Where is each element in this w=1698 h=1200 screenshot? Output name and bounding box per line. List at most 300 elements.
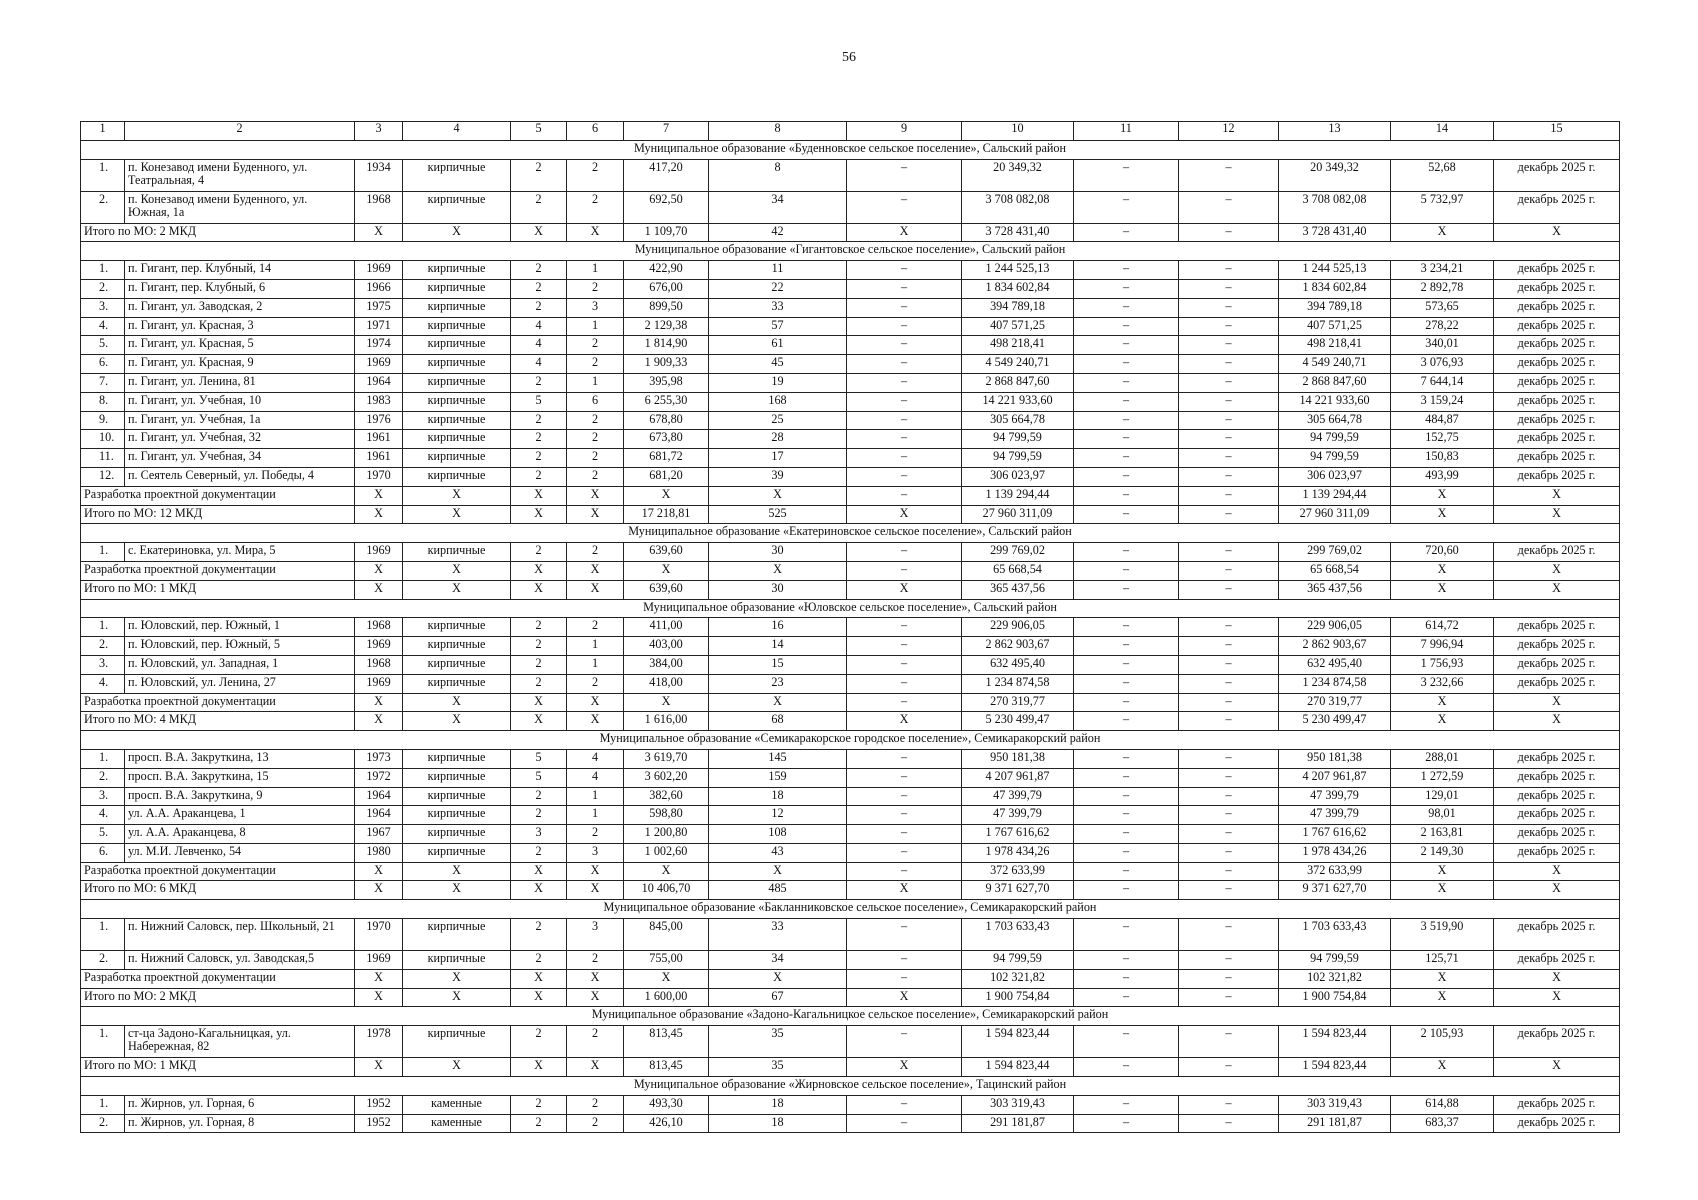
table-cell: 291 181,87 <box>1279 1114 1391 1133</box>
summary-cell: – <box>847 561 962 580</box>
table-cell: 3 <box>567 919 624 951</box>
table-cell: 33 <box>709 298 847 317</box>
municipality-group-row <box>81 731 1620 750</box>
table-cell: – <box>1074 919 1179 951</box>
table-cell: кирпичные <box>403 336 511 355</box>
table-cell: декабрь 2025 г. <box>1494 749 1620 768</box>
table-cell: 20 349,32 <box>1279 159 1391 191</box>
summary-cell: 1 616,00 <box>624 712 709 731</box>
summary-cell: – <box>847 969 962 988</box>
table-cell: – <box>1179 674 1279 693</box>
table-cell: 2 <box>511 467 567 486</box>
summary-cell: – <box>1179 969 1279 988</box>
table-cell: 394 789,18 <box>1279 298 1391 317</box>
summary-cell: X <box>511 862 567 881</box>
table-cell: 2 <box>511 637 567 656</box>
summary-cell: – <box>1179 1058 1279 1077</box>
table-cell: 52,68 <box>1391 159 1494 191</box>
table-cell: 2 868 847,60 <box>962 373 1074 392</box>
table-cell: 2 <box>567 355 624 374</box>
table-cell: 493,99 <box>1391 467 1494 486</box>
summary-cell: – <box>1074 712 1179 731</box>
building-address: п. Жирнов, ул. Горная, 6 <box>125 1095 355 1114</box>
summary-cell: – <box>1074 505 1179 524</box>
summary-cell: 102 321,82 <box>1279 969 1391 988</box>
table-cell: 61 <box>709 336 847 355</box>
table-cell: – <box>1179 618 1279 637</box>
summary-cell: X <box>567 580 624 599</box>
table-cell: декабрь 2025 г. <box>1494 1026 1620 1058</box>
column-header: 5 <box>511 122 567 141</box>
table-cell: 3 <box>567 298 624 317</box>
table-cell: 950 181,38 <box>1279 749 1391 768</box>
table-cell: 598,80 <box>624 806 709 825</box>
table-cell: – <box>847 843 962 862</box>
table-cell: 18 <box>709 787 847 806</box>
table-cell: – <box>847 543 962 562</box>
building-address: п. Сеятель Северный, ул. Победы, 4 <box>125 467 355 486</box>
table-cell: 2 <box>511 159 567 191</box>
table-cell: – <box>1179 355 1279 374</box>
table-cell: 417,20 <box>624 159 709 191</box>
summary-cell: – <box>1179 693 1279 712</box>
table-cell: декабрь 2025 г. <box>1494 655 1620 674</box>
table-cell: 299 769,02 <box>1279 543 1391 562</box>
building-address: п. Гигант, ул. Заводская, 2 <box>125 298 355 317</box>
summary-cell: X <box>709 561 847 580</box>
table-cell: 1969 <box>355 355 403 374</box>
table-cell: – <box>1179 843 1279 862</box>
table-cell: кирпичные <box>403 825 511 844</box>
table-cell: 2 <box>511 373 567 392</box>
row-number: 1. <box>81 618 125 637</box>
table-cell: – <box>1179 825 1279 844</box>
summary-cell: X <box>1391 693 1494 712</box>
summary-label: Разработка проектной документации <box>81 486 355 505</box>
table-cell: 384,00 <box>624 655 709 674</box>
building-row <box>81 392 1620 411</box>
municipality-group-row <box>81 140 1620 159</box>
table-cell: 2 <box>567 1114 624 1133</box>
building-address: п. Гигант, ул. Учебная, 34 <box>125 449 355 468</box>
table-cell: 1964 <box>355 373 403 392</box>
table-cell: 2 <box>567 159 624 191</box>
summary-label: Итого по МО: 2 МКД <box>81 223 355 242</box>
summary-cell: X <box>511 486 567 505</box>
summary-cell: X <box>624 693 709 712</box>
summary-cell: X <box>709 693 847 712</box>
table-cell: 407 571,25 <box>962 317 1074 336</box>
table-cell: 1969 <box>355 637 403 656</box>
summary-label: Итого по МО: 1 МКД <box>81 580 355 599</box>
building-address: просп. В.А. Закруткина, 13 <box>125 749 355 768</box>
summary-cell: X <box>511 693 567 712</box>
summary-label: Итого по МО: 12 МКД <box>81 505 355 524</box>
row-number: 6. <box>81 843 125 862</box>
table-cell: 1 <box>567 806 624 825</box>
municipality-title: Муниципальное образование «Задоно-Кагальницкое сельское поселение», Семикаракорский район <box>81 1007 1620 1026</box>
summary-cell: 17 218,81 <box>624 505 709 524</box>
table-cell: 1 594 823,44 <box>962 1026 1074 1058</box>
row-number: 10. <box>81 430 125 449</box>
summary-cell: – <box>1074 580 1179 599</box>
summary-cell: 365 437,56 <box>962 580 1074 599</box>
table-cell: 168 <box>709 392 847 411</box>
table-cell: – <box>847 336 962 355</box>
table-cell: – <box>1179 467 1279 486</box>
table-cell: декабрь 2025 г. <box>1494 449 1620 468</box>
table-cell: 5 <box>511 392 567 411</box>
table-cell: 11 <box>709 261 847 280</box>
row-number: 12. <box>81 467 125 486</box>
row-number: 1. <box>81 1095 125 1114</box>
table-cell: – <box>1179 1114 1279 1133</box>
table-cell: – <box>847 298 962 317</box>
housing-repair-table <box>80 121 1620 1133</box>
table-cell: 33 <box>709 919 847 951</box>
table-cell: – <box>1179 279 1279 298</box>
table-cell: – <box>1179 261 1279 280</box>
table-cell: 22 <box>709 279 847 298</box>
building-row <box>81 674 1620 693</box>
table-cell: – <box>1074 261 1179 280</box>
table-cell: 4 <box>567 768 624 787</box>
table-cell: 6 <box>567 392 624 411</box>
table-cell: 14 221 933,60 <box>962 392 1074 411</box>
table-cell: 306 023,97 <box>1279 467 1391 486</box>
summary-row <box>81 693 1620 712</box>
table-cell: 2 <box>511 1114 567 1133</box>
summary-cell: X <box>1391 862 1494 881</box>
table-cell: – <box>1074 768 1179 787</box>
table-cell: – <box>1074 951 1179 970</box>
summary-cell: – <box>1179 881 1279 900</box>
municipality-title: Муниципальное образование «Екатериновское сельское поселение», Сальский район <box>81 524 1620 543</box>
table-cell: 2 <box>511 951 567 970</box>
table-cell: 2 <box>511 919 567 951</box>
table-cell: – <box>847 1114 962 1133</box>
table-cell: кирпичные <box>403 261 511 280</box>
table-cell: 407 571,25 <box>1279 317 1391 336</box>
summary-row <box>81 862 1620 881</box>
summary-cell: 68 <box>709 712 847 731</box>
summary-cell: – <box>847 486 962 505</box>
summary-cell: X <box>567 561 624 580</box>
table-body <box>81 122 1620 1133</box>
table-cell: – <box>1179 298 1279 317</box>
building-row <box>81 1026 1620 1058</box>
column-header: 13 <box>1279 122 1391 141</box>
building-row <box>81 430 1620 449</box>
table-cell: каменные <box>403 1095 511 1114</box>
table-cell: 681,20 <box>624 467 709 486</box>
table-cell: 2 129,38 <box>624 317 709 336</box>
table-cell: 1969 <box>355 261 403 280</box>
row-number: 2. <box>81 637 125 656</box>
summary-cell: 525 <box>709 505 847 524</box>
table-cell: 2 <box>511 261 567 280</box>
table-cell: 17 <box>709 449 847 468</box>
table-cell: кирпичные <box>403 191 511 223</box>
table-cell: – <box>847 919 962 951</box>
table-cell: 15 <box>709 655 847 674</box>
summary-cell: X <box>1494 223 1620 242</box>
table-cell: кирпичные <box>403 787 511 806</box>
table-cell: декабрь 2025 г. <box>1494 317 1620 336</box>
table-cell: 2 163,81 <box>1391 825 1494 844</box>
table-cell: 303 319,43 <box>1279 1095 1391 1114</box>
building-address: п. Гигант, ул. Ленина, 81 <box>125 373 355 392</box>
summary-label: Разработка проектной документации <box>81 969 355 988</box>
summary-cell: X <box>847 988 962 1007</box>
building-address: ст-ца Задоно-Кагальницкая, ул. Набережная, 82 <box>125 1026 355 1058</box>
table-cell: 5 <box>511 749 567 768</box>
table-cell: – <box>1074 1026 1179 1058</box>
table-cell: 94 799,59 <box>1279 951 1391 970</box>
row-number: 2. <box>81 279 125 298</box>
row-number: 5. <box>81 336 125 355</box>
table-cell: 5 732,97 <box>1391 191 1494 223</box>
summary-cell: X <box>1494 486 1620 505</box>
table-cell: 632 495,40 <box>1279 655 1391 674</box>
summary-cell: – <box>1074 1058 1179 1077</box>
table-cell: 2 <box>567 951 624 970</box>
building-row <box>81 261 1620 280</box>
table-cell: – <box>1074 1095 1179 1114</box>
column-header: 9 <box>847 122 962 141</box>
summary-row <box>81 505 1620 524</box>
table-cell: – <box>1074 191 1179 223</box>
municipality-group-row <box>81 900 1620 919</box>
summary-cell: X <box>355 988 403 1007</box>
table-cell: – <box>847 825 962 844</box>
table-cell: 47 399,79 <box>1279 787 1391 806</box>
building-row <box>81 1095 1620 1114</box>
table-cell: 1968 <box>355 618 403 637</box>
table-cell: 94 799,59 <box>962 449 1074 468</box>
summary-cell: X <box>1494 712 1620 731</box>
table-cell: 411,00 <box>624 618 709 637</box>
table-cell: 57 <box>709 317 847 336</box>
summary-cell: – <box>1074 988 1179 1007</box>
table-cell: – <box>1074 298 1179 317</box>
table-cell: декабрь 2025 г. <box>1494 637 1620 656</box>
table-cell: 7 644,14 <box>1391 373 1494 392</box>
row-number: 7. <box>81 373 125 392</box>
building-row <box>81 467 1620 486</box>
table-cell: 340,01 <box>1391 336 1494 355</box>
table-cell: – <box>1074 787 1179 806</box>
summary-row <box>81 988 1620 1007</box>
summary-cell: X <box>511 969 567 988</box>
summary-cell: X <box>403 486 511 505</box>
table-cell: 94 799,59 <box>962 951 1074 970</box>
row-number: 4. <box>81 806 125 825</box>
table-cell: кирпичные <box>403 618 511 637</box>
table-cell: 305 664,78 <box>1279 411 1391 430</box>
summary-cell: X <box>847 712 962 731</box>
summary-row <box>81 969 1620 988</box>
table-cell: 1969 <box>355 674 403 693</box>
summary-cell: 67 <box>709 988 847 1007</box>
table-cell: 16 <box>709 618 847 637</box>
table-cell: 899,50 <box>624 298 709 317</box>
table-cell: декабрь 2025 г. <box>1494 298 1620 317</box>
table-cell: кирпичные <box>403 843 511 862</box>
table-cell: – <box>847 373 962 392</box>
table-cell: 303 319,43 <box>962 1095 1074 1114</box>
row-number: 3. <box>81 655 125 674</box>
table-cell: 2 <box>511 618 567 637</box>
summary-cell: X <box>1391 486 1494 505</box>
summary-cell: X <box>511 712 567 731</box>
table-cell: 484,87 <box>1391 411 1494 430</box>
municipality-group-row <box>81 1077 1620 1096</box>
building-row <box>81 843 1620 862</box>
table-cell: декабрь 2025 г. <box>1494 806 1620 825</box>
table-cell: – <box>1074 317 1179 336</box>
summary-cell: 270 319,77 <box>962 693 1074 712</box>
table-cell: 159 <box>709 768 847 787</box>
summary-cell: X <box>403 862 511 881</box>
table-cell: 3 <box>511 825 567 844</box>
table-cell: 1973 <box>355 749 403 768</box>
table-cell: декабрь 2025 г. <box>1494 373 1620 392</box>
building-row <box>81 749 1620 768</box>
table-cell: 4 <box>511 317 567 336</box>
table-cell: 19 <box>709 373 847 392</box>
building-row <box>81 191 1620 223</box>
table-cell: 1 756,93 <box>1391 655 1494 674</box>
row-number: 11. <box>81 449 125 468</box>
table-cell: 291 181,87 <box>962 1114 1074 1133</box>
summary-cell: X <box>511 223 567 242</box>
summary-cell: 1 594 823,44 <box>962 1058 1074 1077</box>
page-number: 56 <box>842 50 856 65</box>
table-cell: декабрь 2025 г. <box>1494 543 1620 562</box>
summary-cell: – <box>1179 505 1279 524</box>
summary-cell: X <box>1391 561 1494 580</box>
summary-cell: X <box>403 988 511 1007</box>
summary-cell: X <box>567 712 624 731</box>
table-cell: декабрь 2025 г. <box>1494 279 1620 298</box>
table-cell: 1 703 633,43 <box>1279 919 1391 951</box>
table-cell: – <box>1179 637 1279 656</box>
table-cell: декабрь 2025 г. <box>1494 674 1620 693</box>
building-row <box>81 411 1620 430</box>
housing-repair-table-container <box>80 121 1619 1133</box>
table-cell: – <box>1179 787 1279 806</box>
summary-cell: X <box>511 505 567 524</box>
summary-label: Итого по МО: 4 МКД <box>81 712 355 731</box>
summary-row <box>81 1058 1620 1077</box>
table-cell: 288,01 <box>1391 749 1494 768</box>
building-row <box>81 655 1620 674</box>
table-cell: декабрь 2025 г. <box>1494 843 1620 862</box>
table-cell: 614,72 <box>1391 618 1494 637</box>
table-cell: – <box>1074 637 1179 656</box>
summary-cell: – <box>1179 862 1279 881</box>
building-row <box>81 825 1620 844</box>
row-number: 1. <box>81 159 125 191</box>
table-cell: декабрь 2025 г. <box>1494 159 1620 191</box>
table-cell: 1966 <box>355 279 403 298</box>
table-cell: 1 002,60 <box>624 843 709 862</box>
table-cell: – <box>1179 806 1279 825</box>
table-cell: 305 664,78 <box>962 411 1074 430</box>
summary-cell: – <box>847 693 962 712</box>
building-address: п. Гигант, ул. Учебная, 32 <box>125 430 355 449</box>
table-cell: – <box>1074 392 1179 411</box>
table-cell: 1969 <box>355 951 403 970</box>
table-cell: – <box>1179 430 1279 449</box>
row-number: 5. <box>81 825 125 844</box>
table-cell: 4 207 961,87 <box>1279 768 1391 787</box>
building-row <box>81 336 1620 355</box>
summary-cell: X <box>1494 988 1620 1007</box>
table-cell: 394 789,18 <box>962 298 1074 317</box>
summary-cell: X <box>567 223 624 242</box>
table-cell: 2 <box>567 825 624 844</box>
row-number: 3. <box>81 298 125 317</box>
summary-cell: X <box>1494 1058 1620 1077</box>
building-address: п. Нижний Саловск, ул. Заводская,5 <box>125 951 355 970</box>
table-cell: – <box>1074 449 1179 468</box>
table-cell: – <box>1179 191 1279 223</box>
table-cell: 306 023,97 <box>962 467 1074 486</box>
table-cell: 47 399,79 <box>962 787 1074 806</box>
summary-row <box>81 486 1620 505</box>
table-cell: 678,80 <box>624 411 709 430</box>
summary-cell: X <box>511 988 567 1007</box>
table-cell: – <box>1179 768 1279 787</box>
table-cell: – <box>847 191 962 223</box>
table-cell: кирпичные <box>403 919 511 951</box>
table-cell: 2 <box>567 449 624 468</box>
table-cell: 1 767 616,62 <box>962 825 1074 844</box>
table-cell: 94 799,59 <box>1279 449 1391 468</box>
table-cell: – <box>847 749 962 768</box>
row-number: 1. <box>81 1026 125 1058</box>
summary-row <box>81 580 1620 599</box>
table-cell: 4 <box>511 336 567 355</box>
summary-row <box>81 223 1620 242</box>
summary-cell: X <box>403 712 511 731</box>
table-cell: 152,75 <box>1391 430 1494 449</box>
table-cell: 98,01 <box>1391 806 1494 825</box>
building-address: п. Юловский, пер. Южный, 1 <box>125 618 355 637</box>
building-address: п. Конезавод имени Буденного, ул. Южная, 1а <box>125 191 355 223</box>
table-cell: 2 <box>511 1026 567 1058</box>
table-cell: 2 862 903,67 <box>1279 637 1391 656</box>
municipality-title: Муниципальное образование «Гигантовское сельское поселение», Сальский район <box>81 242 1620 261</box>
table-cell: 6 255,30 <box>624 392 709 411</box>
building-address: п. Гигант, ул. Красная, 3 <box>125 317 355 336</box>
column-header: 8 <box>709 122 847 141</box>
row-number: 2. <box>81 951 125 970</box>
summary-cell: X <box>1391 223 1494 242</box>
table-cell: – <box>1074 749 1179 768</box>
summary-cell: 1 139 294,44 <box>1279 486 1391 505</box>
building-address: п. Гигант, ул. Красная, 9 <box>125 355 355 374</box>
table-cell: 1 <box>567 787 624 806</box>
table-cell: 681,72 <box>624 449 709 468</box>
summary-cell: 1 594 823,44 <box>1279 1058 1391 1077</box>
table-cell: 23 <box>709 674 847 693</box>
table-cell: кирпичные <box>403 449 511 468</box>
summary-cell: X <box>567 693 624 712</box>
table-cell: 150,83 <box>1391 449 1494 468</box>
